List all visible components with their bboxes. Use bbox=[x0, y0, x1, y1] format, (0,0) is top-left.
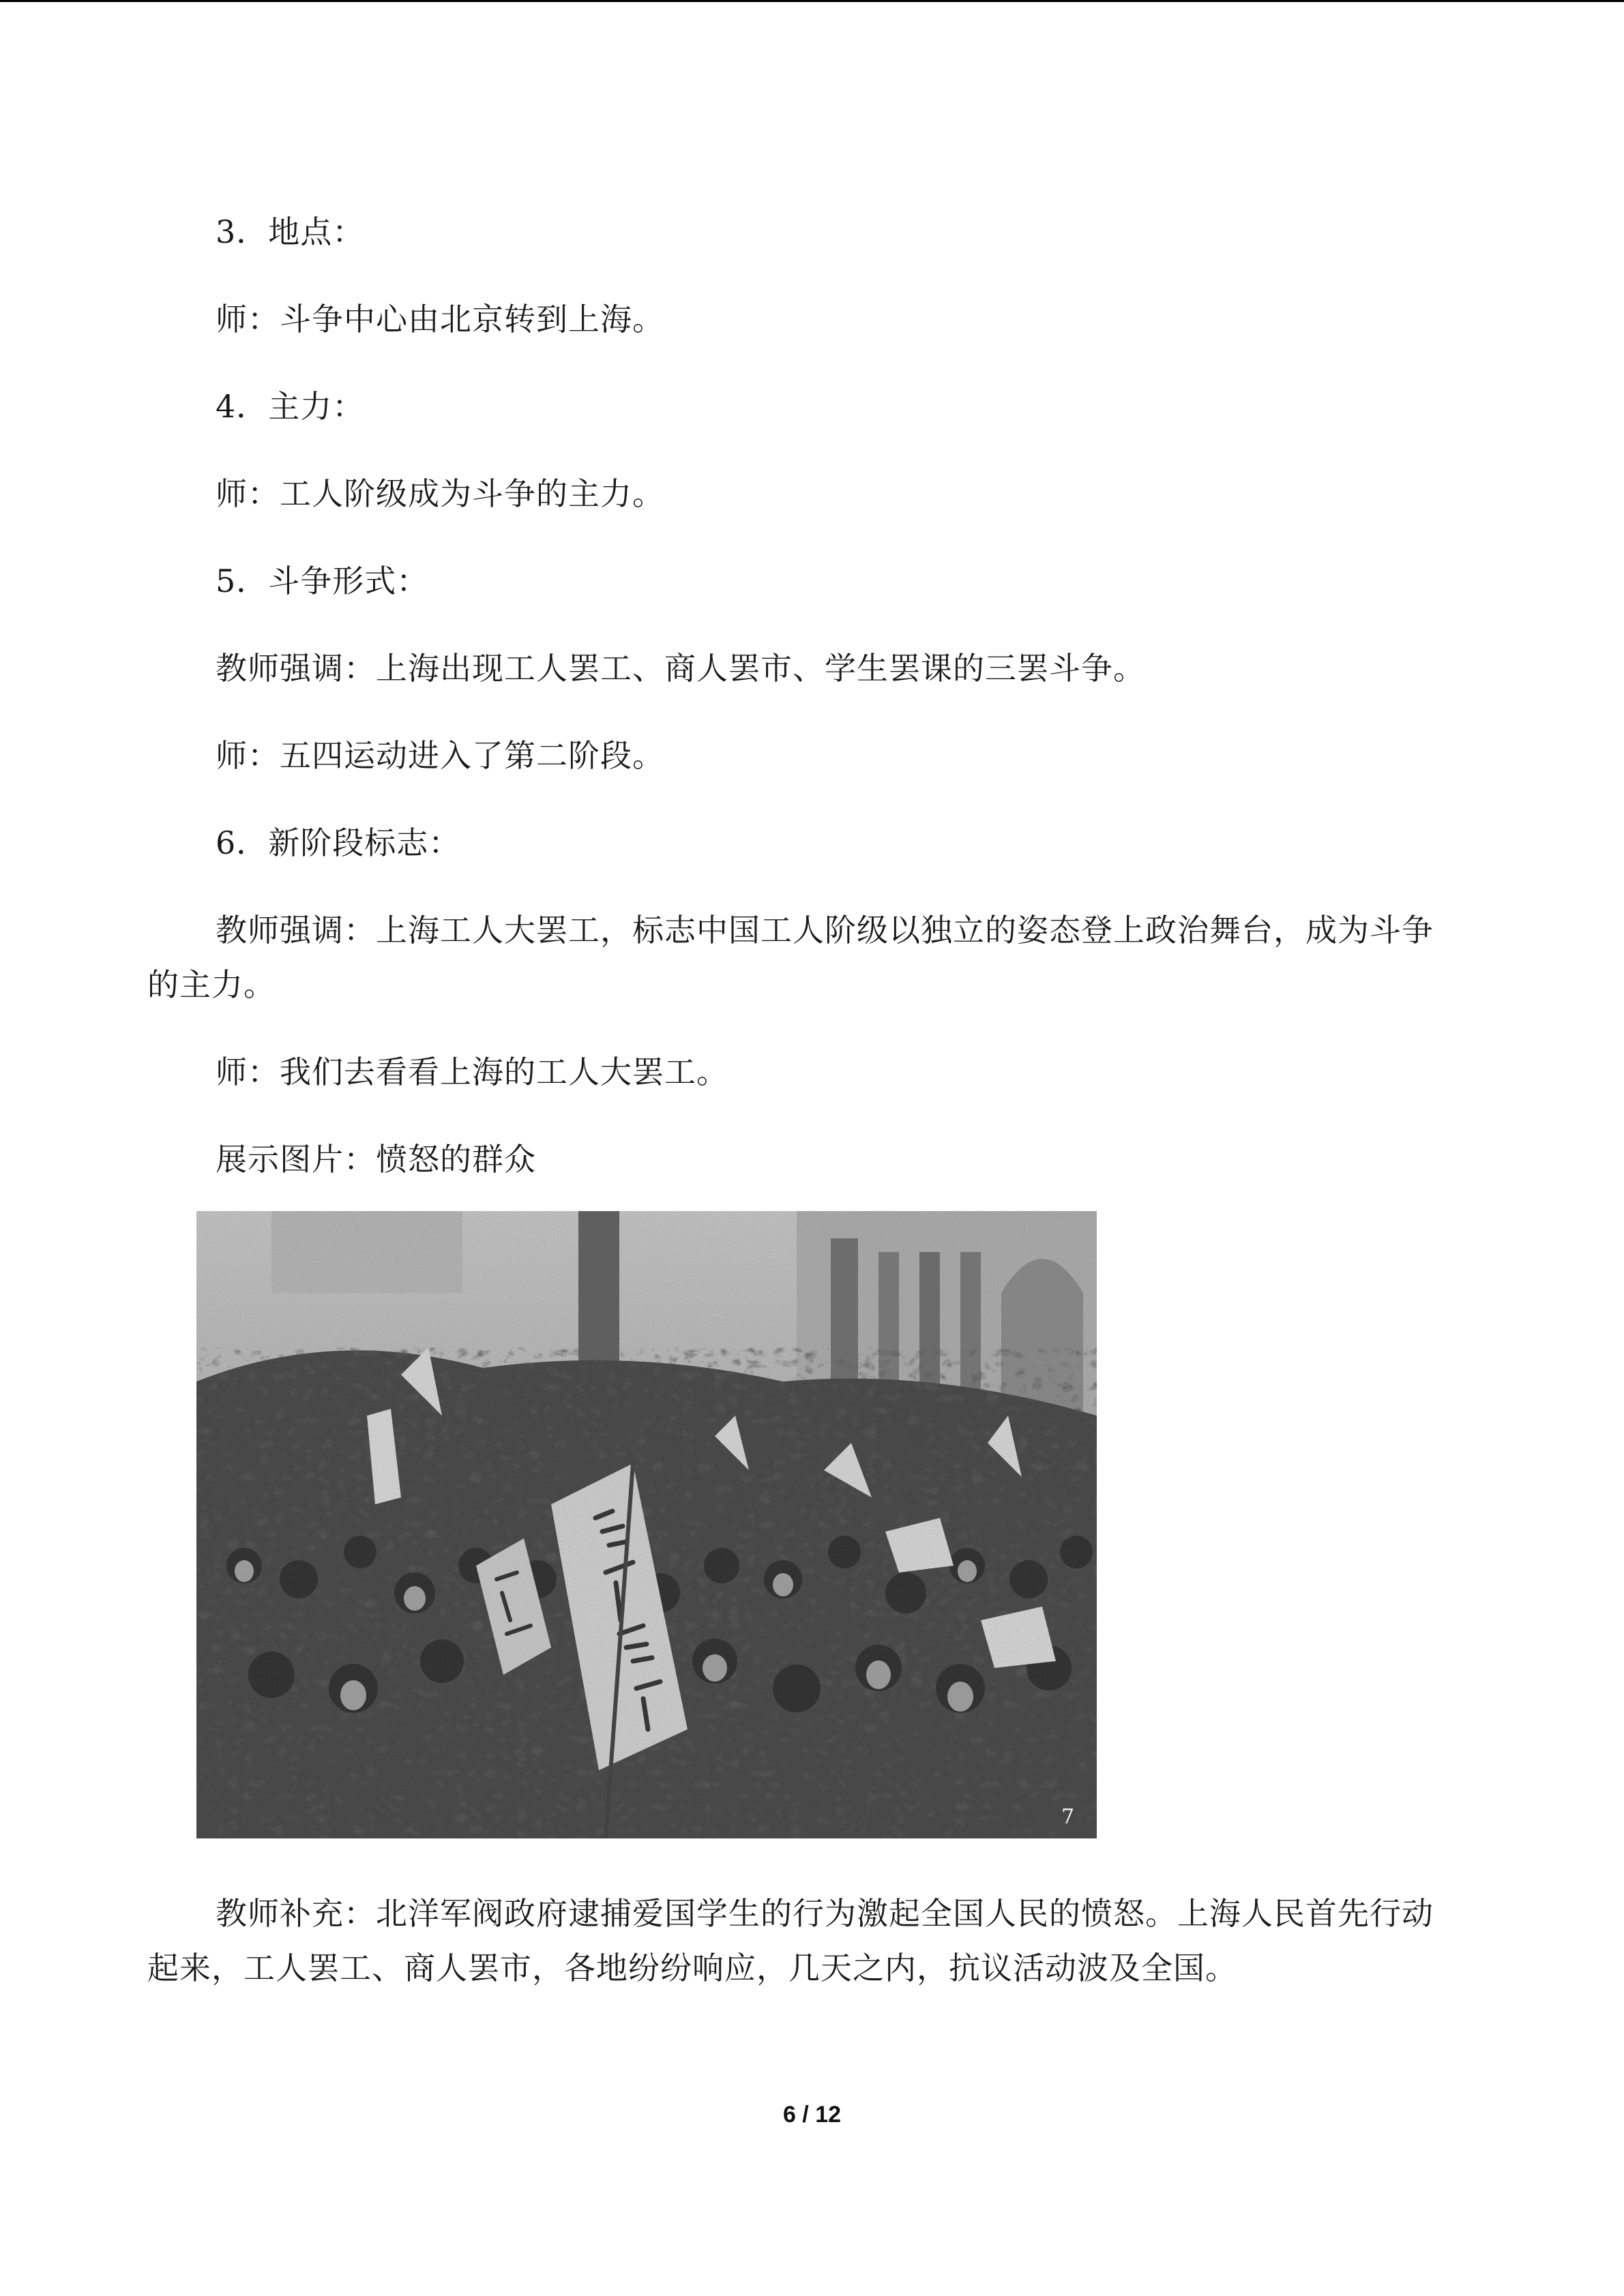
page-number: 6 / 12 bbox=[782, 2102, 842, 2128]
section-heading-main-force: 4．主力： bbox=[216, 388, 365, 425]
document-body bbox=[147, 205, 1464, 2028]
teacher-emphasis: 教师强调：上海出现工人罢工、商人罢市、学生罢课的三罢斗争。 bbox=[216, 650, 1145, 687]
section-heading-struggle-form: 5．斗争形式： bbox=[216, 563, 429, 599]
teacher-line: 师：五四运动进入了第二阶段。 bbox=[216, 737, 664, 774]
teacher-line: 师：我们去看看上海的工人大罢工。 bbox=[216, 1054, 728, 1090]
photo-corner-mark: 7 bbox=[1061, 1805, 1075, 1829]
historical-crowd-photo bbox=[196, 1211, 1097, 1838]
section-heading-new-stage: 6．新阶段标志： bbox=[216, 824, 461, 861]
teacher-emphasis: 教师强调：上海工人大罢工，标志中国工人阶级以独立的姿态登上政治舞台，成为斗争的主力。 bbox=[147, 912, 1434, 1003]
figure-caption: 展示图片：愤怒的群众 bbox=[216, 1141, 536, 1178]
photo-illustration bbox=[196, 1211, 1097, 1838]
teacher-line: 师：斗争中心由北京转到上海。 bbox=[216, 301, 664, 338]
section-heading-location: 3．地点： bbox=[216, 213, 365, 250]
teacher-supplement: 教师补充：北洋军阀政府逮捕爱国学生的行为激起全国人民的愤怒。上海人民首先行动起来，工人罢工、商人罢市，各地纷纷响应，几天之内，抗议活动波及全国。 bbox=[147, 1895, 1434, 1986]
teacher-line: 师：工人阶级成为斗争的主力。 bbox=[216, 475, 664, 512]
page-top-border bbox=[0, 0, 1624, 2]
